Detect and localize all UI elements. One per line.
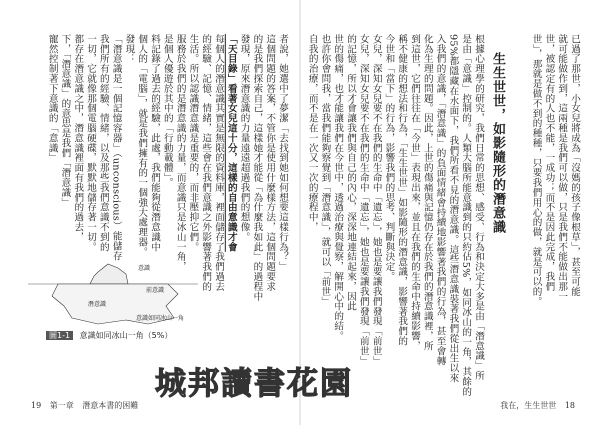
text-column: 料記錄了過去的經驗，此處，我們能夠從潛意識中 <box>149 34 161 252</box>
text-column: 世」，那就是做不到的種種，只要我們用心的做，就是可以的。 <box>530 34 542 307</box>
text-column: 發現： <box>123 34 135 64</box>
figure-caption <box>46 330 172 341</box>
text-column: 到這世，它們往往在「今世」表現出來，並且在我們的生命中持續影響， <box>409 34 421 351</box>
text-column: 發現，原來潛意識的力量遠遠超過我們的想像。 <box>238 34 250 242</box>
text-column: 女兒，深知女兒要不在我們的生命中「遺忘」，她也是要讓我們發現「前世」 <box>370 34 382 366</box>
text-column: 都存在潛意識之中，潛意識裡面有我們的過去， <box>72 34 84 242</box>
text-column: 女兒，深知女兒要不在我們的生命中「遺忘」，她也是要讓我們發現「前世」 <box>357 34 369 366</box>
text-column: 寵然控制著下意識的「意識」 <box>46 34 58 163</box>
chapter-label: 第一章 <box>49 401 74 410</box>
text-column: 是由「意識」控制的。人類大腦所能意識到的只約佔5%，如同冰山的一角，其餘的 <box>460 34 472 397</box>
figure-caption-text: 意識如同冰山一角（5%） <box>79 331 173 340</box>
chapter-title: 潛意本書的困難 <box>82 401 139 410</box>
iceberg-tip-shape <box>90 264 128 284</box>
text-column: 根據心理學的研究，我們日常的思想、感受、行為和決定大多是由「潛意識」所 <box>473 34 484 381</box>
text-column: 的經驗、記憶、情緒，這些會在我們意識之外影響著我們的 <box>200 34 212 292</box>
text-column: 我們所有的經驗、情緒，以及那些我們意識不到的 <box>97 34 109 252</box>
text-column: 服務於我們的是潛意識的力量，而意識只是冰山一角， <box>174 34 186 272</box>
right-intro-column-block <box>510 34 580 334</box>
text-column: 入我們的意識，「潛意識」的負面情緒會持續地影響著我們的行為，甚至會轉 <box>434 34 446 366</box>
text-column: 「潛意識是一個記憶容器」（unconscious）能儲存 <box>110 34 122 261</box>
text-column: 者說，她選中了夢潔「去找到她如何想要這樣行為？」 <box>277 34 288 272</box>
text-column: 生活。所以認識潛意識是重要的，而非壓抑它們。 <box>187 34 199 252</box>
page-number: 18 <box>564 401 575 410</box>
text-column: 今世和「當下」的行為，影響我們的思考、判斷與決定。 <box>383 34 395 282</box>
text-column: 已過了那世，小女兒將成為「沒媽的孩子像根草」，甚至可能 <box>569 34 580 297</box>
label-iceberg-tip: 意識 <box>138 265 151 272</box>
right-body-column-block <box>306 34 484 397</box>
watermark-logo: 城邦讀書花園 <box>155 366 353 402</box>
text-column: 這個問題的答案，不管你是使用什麼樣方法，這個問題要求 <box>264 34 276 292</box>
text-column: 每個人的潛意識其實是無限的資料庫，裡面儲存了我們過去 <box>213 34 225 292</box>
text-column: 一切，它就像那個電腦硬碟，默默地儲存著一切。 <box>85 34 97 252</box>
label-deep: 潛意識 <box>88 301 107 308</box>
text-column: 95%都隱藏在水面下，我們所看不見的潛意識。這些潛意識裝著我們從出生以來 <box>447 34 459 383</box>
text-column: 自我的治療，而不是在一次又一次的療程中， <box>306 34 318 232</box>
text-column: 就可能做作到，這兩種是我們可以做，只是我們不能做出那一 <box>556 34 568 302</box>
label-water-line: 前意識 <box>146 287 165 294</box>
text-column: 的記憶，所以才會讓我們與自己的內心，深深地連結起來，因此 <box>345 34 357 312</box>
label-bottom: 意識如同冰山一角 <box>136 315 185 322</box>
left-footer <box>28 400 141 411</box>
chapter-label: 我在，生生世世 <box>500 401 557 410</box>
text-column: 也許你會問我，當我們能夠察覺到「潛意識」，就可以「前世」 <box>319 34 331 307</box>
text-column: 世，被認定有的人也不能，一成功；而不是因此完成，我們 <box>543 34 555 292</box>
text-column: 個人的「電腦」，就是我們擁有的一個強大處理器。 <box>136 34 148 257</box>
text-column: 稱不健康的想法和行為，「生生世世」如影隨形的潛意識，影響著我們的 <box>396 34 408 346</box>
text-column: 世的傷痛，也才能讓我們在今世中，透過治療與覺察，解開心中的結。 <box>332 34 344 341</box>
text-column: 下，「潛意識」的意思是我們「潛意識」 <box>59 34 71 208</box>
iceberg-figure <box>28 262 198 326</box>
section-heading: 生生世世，如影隨形的潛意識 <box>490 52 505 234</box>
right-footer <box>497 400 578 411</box>
figure-number: 圖1-1 <box>46 331 73 340</box>
text-column: 的是我們探索自己，這樣她才能從「為什麼我如此」的過程中 <box>251 34 263 302</box>
text-column: 化為生理的問題。因此，上世的傷痛與記憶仍存在於我們的潛意識裡，所 <box>421 34 433 351</box>
page-number: 19 <box>31 401 42 410</box>
emphasized-text-column: 「天目錄」看著女兒這十分，這樣的自由意識才會 <box>225 34 237 252</box>
text-column: 是個人優遊於其中的「行動載體」。 <box>161 34 173 188</box>
